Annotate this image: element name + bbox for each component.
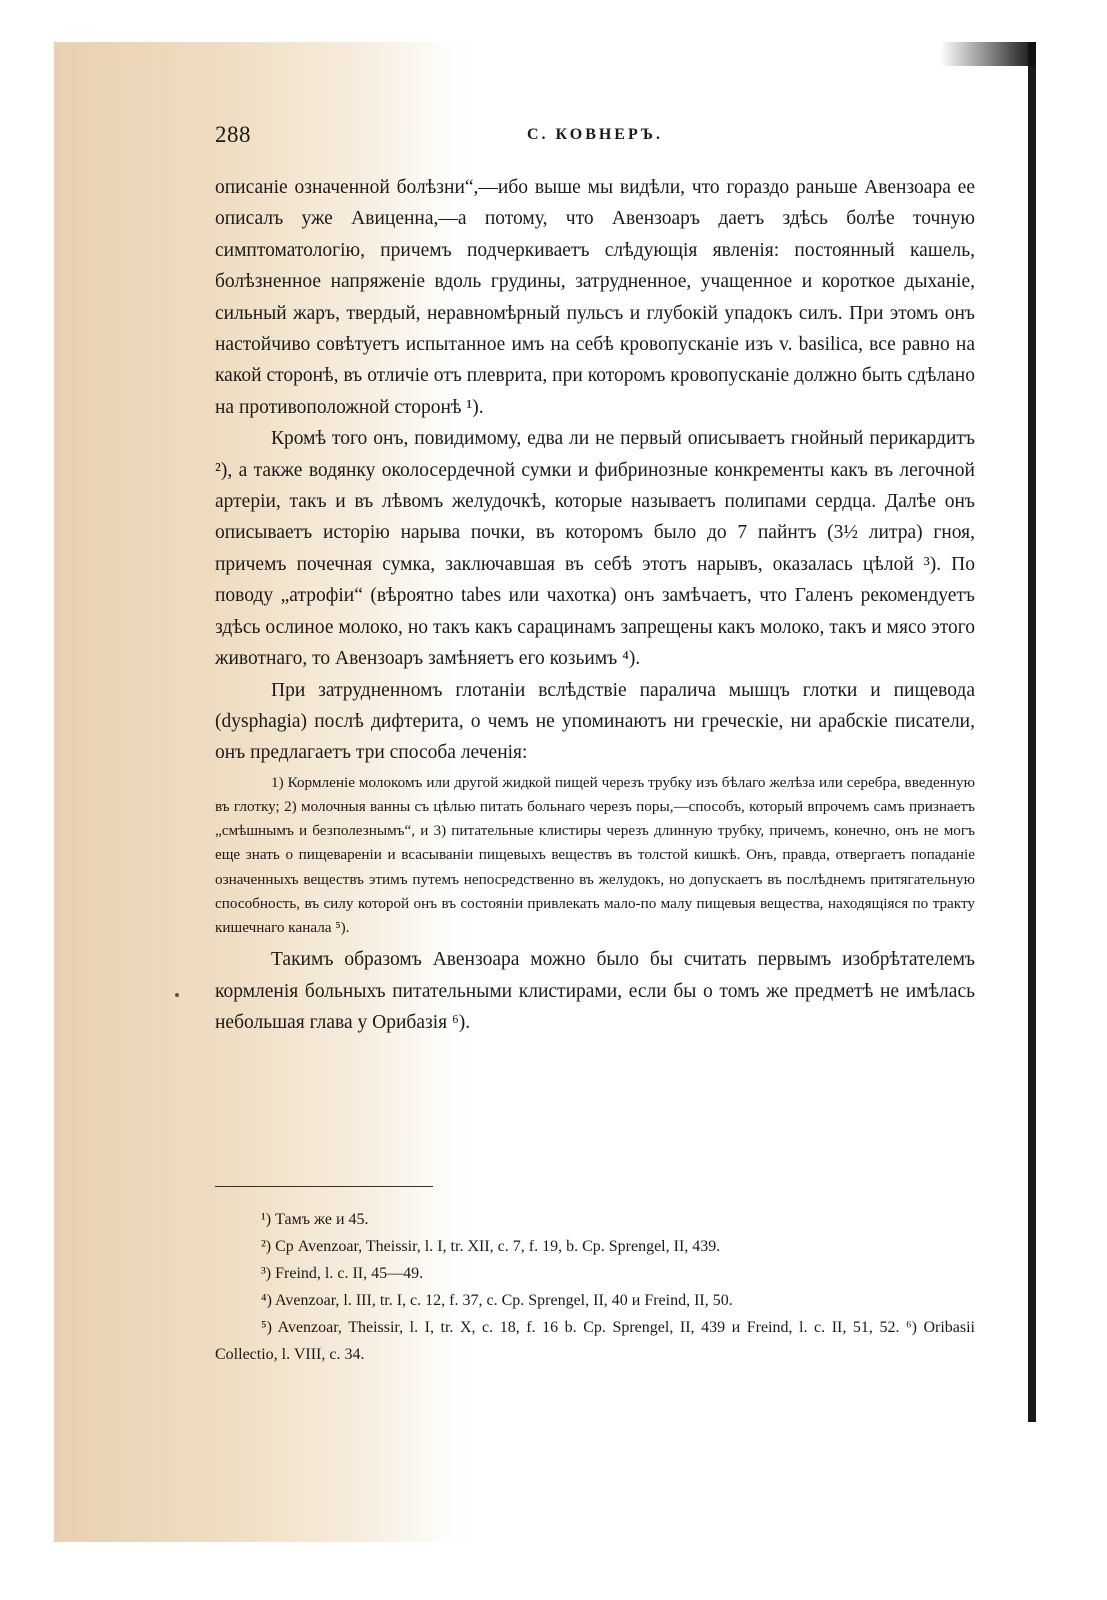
closing-paragraph: Такимъ образомъ Авензоара можно было бы считать первымъ изобрѣтателемъ кормленія больныхъ питательными клистирами, если бы о томъ же предметѣ не имѣлась небольшая глава у Орибазія ⁶). (215, 949, 975, 1033)
body-text (215, 172, 975, 1038)
page-corner-shadow (940, 42, 1036, 66)
methods-list: 1) Кормленіе молокомъ или другой жидкой пищей черезъ трубку изъ бѣлаго желѣза или серебра, введенную въ глотку; 2) молочныя ванны съ цѣлью питать больнаго черезъ поры,—способъ, который впрочемъ самъ признаетъ „смѣшнымъ и безполезнымъ“, и 3) питательные клистиры черезъ длинную трубку, причемъ, конечно, онъ не могъ еще знать о пищевареніи и всасываніи пищевыхъ веществъ въ толстой кишкѣ. Онъ, правда, отвергаетъ попаданіе означенныхъ веществъ этимъ путемъ непосредственно въ желудокъ, но допускаетъ въ послѣднемъ притягательную способность, въ силу которой онъ въ состояніи привлекать мало-по малу пищевыя вещества, находящіяся по тракту кишечнаго канала ⁵). (215, 773, 975, 936)
footnote-3: ³) Freind, l. c. II, 45—49. (261, 1265, 424, 1282)
footnote-5-6: ⁵) Avenzoar, Theissir, l. I, tr. X, c. 18, f. 16 b. Cp. Sprengel, II, 439 и Freind, l. c. II, 51, 52. ⁶) Oribasii Collectio, l. VIII, c. 34. (215, 1319, 975, 1363)
footnotes (215, 1206, 975, 1368)
page-number: 288 (215, 122, 251, 147)
page-header (215, 122, 975, 152)
paragraph-3: При затрудненномъ глотаніи вслѣдствіе паралича мышцъ глотки и пищевода (dysphagia) послѣ дифтерита, о чемъ не упоминаютъ ни греческіе, ни арабскіе писатели, онъ предлагаетъ три способа леченія: (215, 679, 975, 764)
paragraph-1: описаніе означенной болѣзни“,—ибо выше мы видѣли, что гораздо раньше Авензоара ее описалъ уже Авиценна,—а потому, что Авензоаръ даетъ здѣсь болѣе точную симптоматологію, причемъ подчеркиваетъ слѣдующія явленія: постоянный кашель, болѣзненное напряженіе вдоль грудины, затрудненное, учащенное и короткое дыханіе, сильный жаръ, твердый, неравномѣрный пульсъ и глубокій упадокъ силъ. При этомъ онъ настойчиво совѣтуетъ испытанное имъ на себѣ кровопусканіе изъ v. basilica, все равно на какой сторонѣ, въ отличіе отъ плеврита, при которомъ кровопусканіе должно быть сдѣлано на противоположной сторонѣ ¹). (215, 177, 975, 418)
running-head: С. КОВНЕРЪ. (526, 126, 663, 143)
page-edge-shadow (1028, 42, 1036, 1422)
footnote-2: ²) Ср Avenzoar, Theissir, l. I, tr. XII, c. 7, f. 19, b. Cp. Sprengel, II, 439. (261, 1238, 721, 1255)
footnote-rule (215, 1186, 433, 1187)
footnote-1: ¹) Тамъ же и 45. (261, 1211, 369, 1228)
footnote-4: ⁴) Avenzoar, l. III, tr. I, c. 12, f. 37, c. Cp. Sprengel, II, 40 и Freind, II, 50. (261, 1292, 733, 1309)
paragraph-2: Кромѣ того онъ, повидимому, едва ли не первый описываетъ гнойный перикардитъ ²), а также водянку околосердечной сумки и фибринозные конкременты какъ въ легочной артеріи, такъ и въ лѣвомъ желудочкѣ, которые называетъ полипами сердца. Далѣе онъ описываетъ исторію нарыва почки, въ которомъ было до 7 пайнтъ (3½ литра) гноя, причемъ почечная сумка, заключавшая въ себѣ этотъ нарывъ, оказалась цѣлой ³). По поводу „атрофіи“ (вѣроятно tabes или чахотка) онъ замѣчаетъ, что Галенъ рекомендуетъ здѣсь ослиное молоко, но такъ какъ сарацинамъ запрещены какъ молоко, такъ и мясо этого животнаго, то Авензоаръ замѣняетъ его козьимъ ⁴). (215, 428, 975, 670)
scan-speck (175, 993, 179, 997)
